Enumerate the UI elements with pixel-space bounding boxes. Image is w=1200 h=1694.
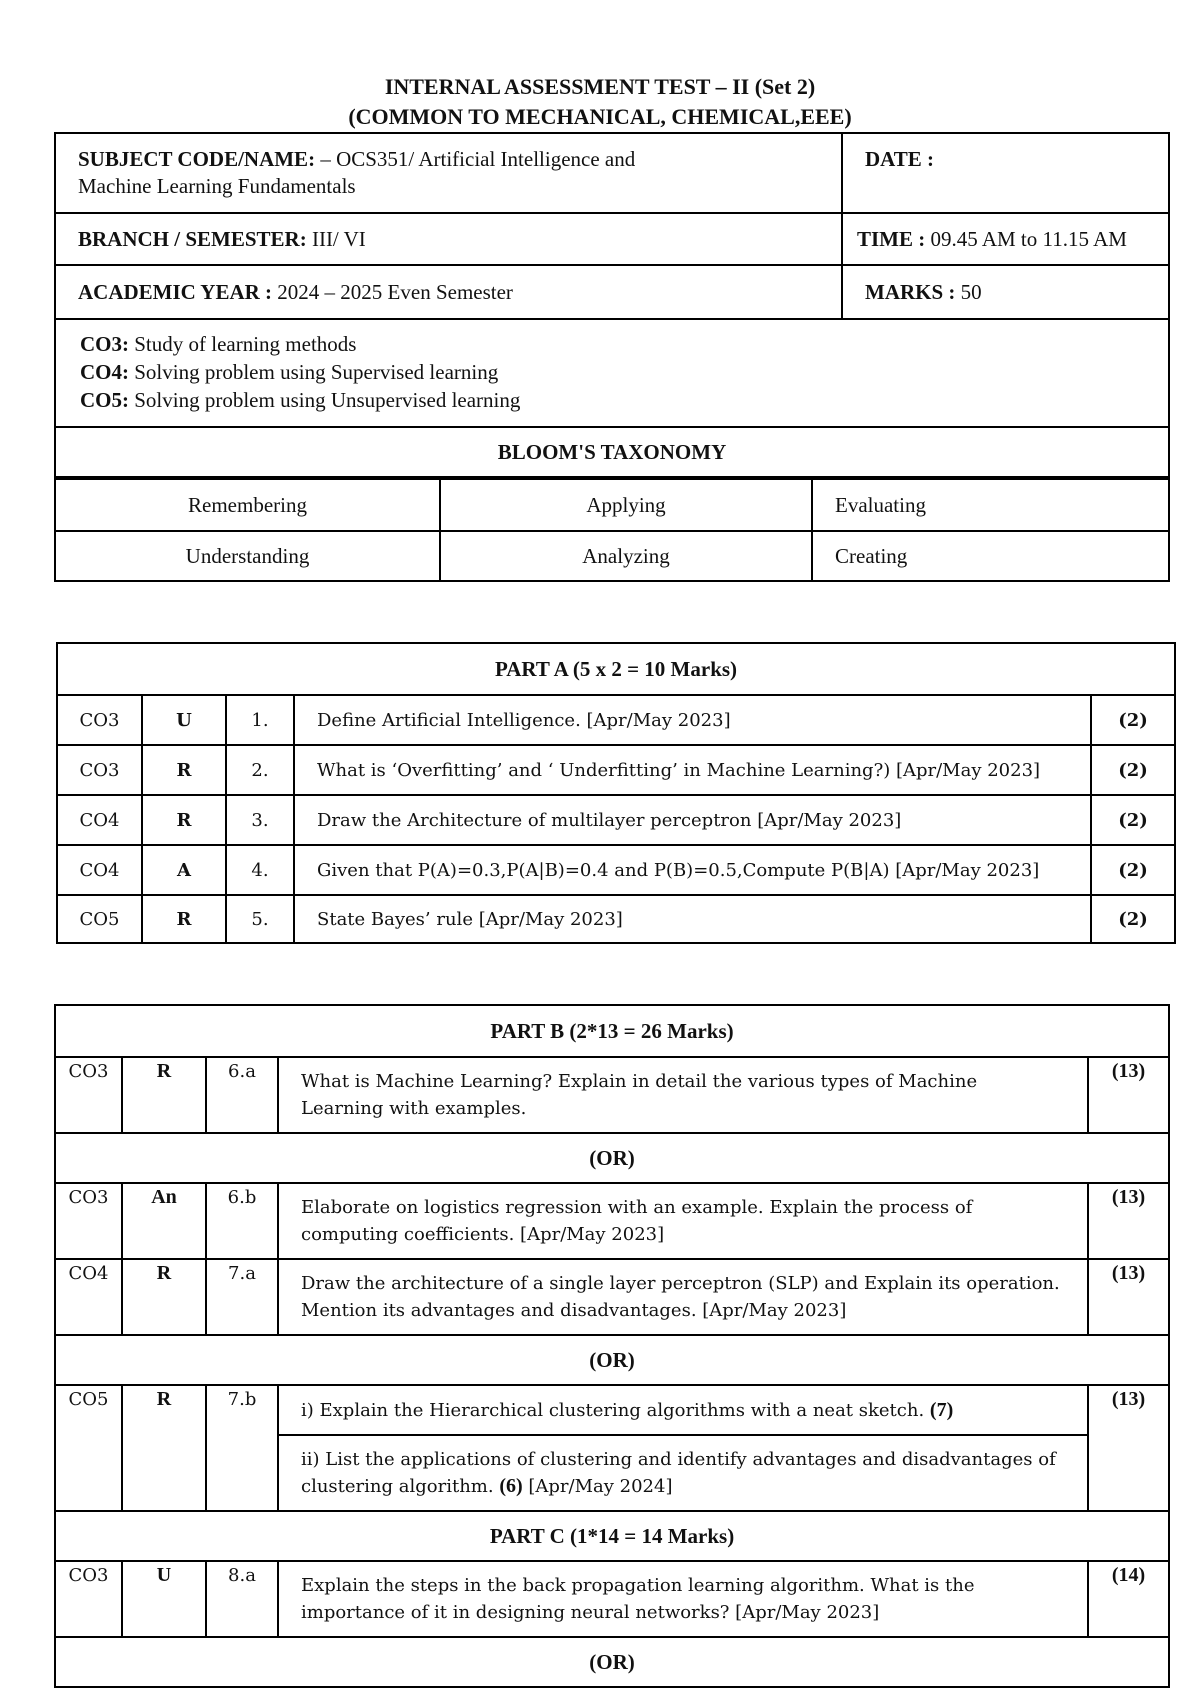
table-row <box>57 845 1175 895</box>
marks-cell: (13) <box>1088 1259 1169 1335</box>
question-number: 5. <box>226 895 294 943</box>
outcome-text: Solving problem using Unsupervised learning <box>134 388 521 412</box>
part-c-title: PART C (1*14 = 14 Marks) <box>55 1511 1169 1561</box>
level-cell: R <box>142 745 226 795</box>
co-cell: CO5 <box>57 895 142 943</box>
outcome-code: CO5: <box>80 388 129 412</box>
marks-cell: (2) <box>1091 795 1175 845</box>
blooms-table <box>54 478 1170 582</box>
marks-cell <box>842 265 1169 319</box>
subject-value-2: Machine Learning Fundamentals <box>78 174 356 198</box>
subject-value: – OCS351/ Artificial Intelligence and <box>320 147 636 171</box>
table-row <box>55 1385 1169 1435</box>
question-text: Given that P(A)=0.3,P(A|B)=0.4 and P(B)=0.5,Compute P(B|A) [Apr/May 2023] <box>294 845 1091 895</box>
sub-marks: (7) <box>929 1398 954 1421</box>
time-label: TIME : <box>857 226 926 251</box>
outcome-text: Solving problem using Supervised learning <box>134 360 499 384</box>
date-label: DATE : <box>865 147 935 171</box>
question-number: 6.a <box>206 1057 278 1133</box>
co-cell: CO3 <box>57 695 142 745</box>
marks-cell: (13) <box>1088 1183 1169 1259</box>
year-cell <box>55 265 842 319</box>
table-row <box>57 795 1175 845</box>
marks-cell: (2) <box>1091 695 1175 745</box>
blooms-creating: Creating <box>812 531 1169 581</box>
branch-label: BRANCH / SEMESTER: <box>78 226 307 251</box>
co-cell: CO3 <box>55 1057 122 1133</box>
marks-cell: (13) <box>1088 1057 1169 1133</box>
or-separator: (OR) <box>55 1637 1169 1687</box>
question-text: Elaborate on logistics regression with an example. Explain the process of computing coefficients. [Apr/May 2023] <box>278 1183 1088 1259</box>
blooms-remembering: Remembering <box>55 479 440 531</box>
blooms-applying: Applying <box>440 479 812 531</box>
branch-cell <box>55 213 842 265</box>
part-a-table <box>56 642 1176 944</box>
document-subtitle: (COMMON TO MECHANICAL, CHEMICAL,EEE) <box>348 104 852 129</box>
question-text: i) Explain the Hierarchical clustering algorithms with a neat sketch. <box>301 1399 925 1421</box>
co-cell: CO4 <box>57 845 142 895</box>
year-value: 2024 – 2025 Even Semester <box>277 279 513 304</box>
outcome-item <box>80 358 1146 386</box>
part-a-title: PART A (5 x 2 = 10 Marks) <box>57 643 1175 695</box>
marks-cell: (13) <box>1088 1385 1169 1511</box>
outcome-code: CO4: <box>80 360 129 384</box>
table-row <box>57 695 1175 745</box>
table-row <box>55 1183 1169 1259</box>
table-row <box>55 1057 1169 1133</box>
question-number: 8.a <box>206 1561 278 1637</box>
level-cell: R <box>122 1385 206 1511</box>
blooms-title: BLOOM'S TAXONOMY <box>55 427 1169 477</box>
level-cell: R <box>122 1057 206 1133</box>
marks-cell: (2) <box>1091 745 1175 795</box>
co-cell: CO4 <box>55 1259 122 1335</box>
question-number: 4. <box>226 845 294 895</box>
part-b-title: PART B (2*13 = 26 Marks) <box>55 1005 1169 1057</box>
level-cell: R <box>142 795 226 845</box>
subject-label: SUBJECT CODE/NAME: <box>78 147 316 171</box>
marks-label: MARKS : <box>865 279 956 304</box>
outcome-text: Study of learning methods <box>134 332 357 356</box>
sub-marks: (6) <box>499 1475 523 1497</box>
question-text: Draw the architecture of a single layer perceptron (SLP) and Explain its operation. Mention its advantages and disadvantages. [Apr/May 2023] <box>278 1259 1088 1335</box>
question-text: What is Machine Learning? Explain in detail the various types of Machine Learning with examples. <box>278 1057 1088 1133</box>
marks-cell: (2) <box>1091 895 1175 943</box>
question-number: 7.b <box>206 1385 278 1511</box>
question-text: Draw the Architecture of multilayer perceptron [Apr/May 2023] <box>294 795 1091 845</box>
co-cell: CO5 <box>55 1385 122 1511</box>
level-cell: R <box>142 895 226 943</box>
outcome-code: CO3: <box>80 332 129 356</box>
outcome-item <box>80 386 1146 414</box>
year-label: ACADEMIC YEAR : <box>78 279 273 304</box>
subject-cell <box>55 133 842 213</box>
question-source: [Apr/May 2024] <box>528 1476 673 1497</box>
time-value: 09.45 AM to 11.15 AM <box>930 226 1127 251</box>
question-number: 6.b <box>206 1183 278 1259</box>
co-cell: CO3 <box>57 745 142 795</box>
or-separator: (OR) <box>55 1335 1169 1385</box>
blooms-understanding: Understanding <box>55 531 440 581</box>
part-b-table <box>54 1004 1170 1688</box>
level-cell: A <box>142 845 226 895</box>
branch-value: III/ VI <box>311 226 366 251</box>
question-text: State Bayes’ rule [Apr/May 2023] <box>294 895 1091 943</box>
question-text: Define Artificial Intelligence. [Apr/May 2023] <box>294 695 1091 745</box>
question-number: 2. <box>226 745 294 795</box>
date-cell <box>842 133 1169 213</box>
table-row <box>57 895 1175 943</box>
co-cell: CO3 <box>55 1561 122 1637</box>
or-separator: (OR) <box>55 1133 1169 1183</box>
table-row <box>55 1259 1169 1335</box>
level-cell: R <box>122 1259 206 1335</box>
blooms-analyzing: Analyzing <box>440 531 812 581</box>
time-cell <box>842 213 1169 265</box>
co-cell: CO3 <box>55 1183 122 1259</box>
question-text-part-i <box>278 1385 1088 1435</box>
question-text: What is ‘Overfitting’ and ‘ Underfitting’ in Machine Learning?) [Apr/May 2023] <box>294 745 1091 795</box>
blooms-evaluating: Evaluating <box>812 479 1169 531</box>
question-text: Explain the steps in the back propagation learning algorithm. What is the importance of it in designing neural networks? [Apr/May 2023] <box>278 1561 1088 1637</box>
document-title: INTERNAL ASSESSMENT TEST – II (Set 2) <box>384 74 816 99</box>
question-number: 7.a <box>206 1259 278 1335</box>
question-text-part-ii <box>278 1435 1088 1511</box>
marks-cell: (2) <box>1091 845 1175 895</box>
exam-info-table <box>54 132 1170 478</box>
level-cell: An <box>122 1183 206 1259</box>
table-row <box>57 745 1175 795</box>
marks-cell: (14) <box>1088 1561 1169 1637</box>
question-text: ii) List the applications of clustering and identify advantages and disadvantages of clustering algorithm. <box>301 1449 1056 1497</box>
co-cell: CO4 <box>57 795 142 845</box>
marks-value: 50 <box>960 279 982 304</box>
question-number: 3. <box>226 795 294 845</box>
level-cell: U <box>122 1561 206 1637</box>
outcome-item <box>80 330 1146 358</box>
course-outcomes-cell <box>55 319 1169 427</box>
table-row <box>55 1561 1169 1637</box>
level-cell: U <box>142 695 226 745</box>
question-number: 1. <box>226 695 294 745</box>
